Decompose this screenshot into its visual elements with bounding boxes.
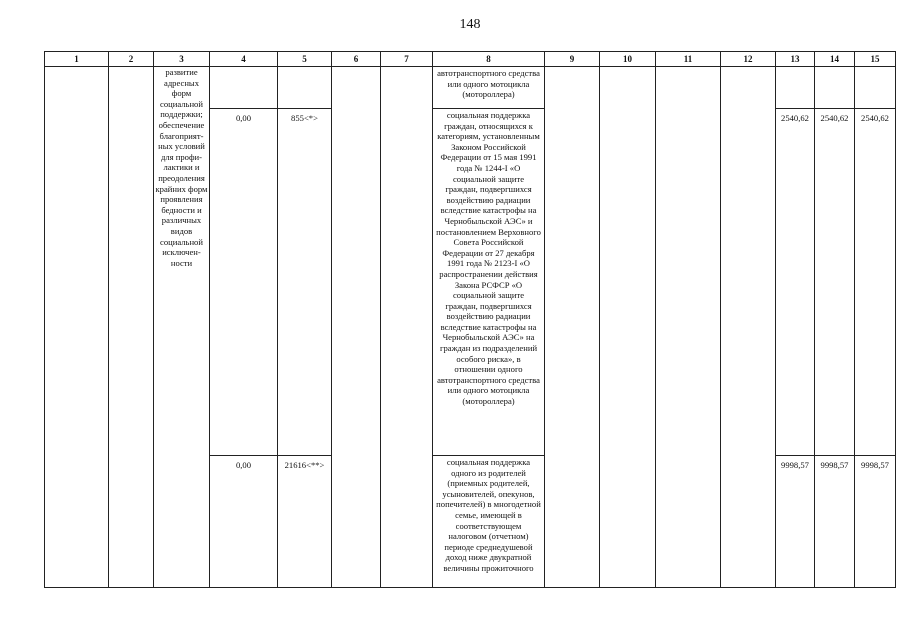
cell-col13: 2540,62 (776, 109, 815, 456)
cell-col5 (278, 67, 332, 109)
cell-col15 (855, 67, 896, 109)
cell-col4 (210, 67, 278, 109)
cell-col13 (776, 67, 815, 109)
table-header-row (45, 52, 896, 67)
table-row (45, 67, 896, 109)
cell-col11 (656, 67, 721, 588)
column-header: 11 (656, 52, 721, 67)
column-header: 3 (154, 52, 210, 67)
column-header: 8 (433, 52, 545, 67)
cell-col3-goal: развитие адресных форм социальной поддержки; обеспечение благоприят-ных условий для профи-лактики и преодоления крайних форм проявления бедности и различных видов социальной исключен-ности (154, 67, 210, 588)
column-header: 9 (545, 52, 600, 67)
cell-col12 (721, 67, 776, 588)
cell-col15: 9998,57 (855, 456, 896, 588)
column-header: 5 (278, 52, 332, 67)
column-header: 7 (381, 52, 433, 67)
column-header: 6 (332, 52, 381, 67)
cell-col10 (600, 67, 656, 588)
column-header: 10 (600, 52, 656, 67)
cell-col1 (45, 67, 109, 588)
cell-col9 (545, 67, 600, 588)
budget-table (44, 51, 896, 588)
cell-col8-description: автотранспортного средства или одного мотоцикла (мотороллера) (433, 67, 545, 109)
cell-col15: 2540,62 (855, 109, 896, 456)
column-header: 12 (721, 52, 776, 67)
cell-col13: 9998,57 (776, 456, 815, 588)
cell-col6 (332, 67, 381, 588)
column-header: 1 (45, 52, 109, 67)
column-header: 15 (855, 52, 896, 67)
page-number: 148 (459, 17, 481, 32)
cell-col14: 2540,62 (815, 109, 855, 456)
cell-col5: 21616<**> (278, 456, 332, 588)
column-header: 2 (109, 52, 154, 67)
cell-col8-description: социальная поддержка граждан, относящихся к категориям, установленным Законом Российской Федерации от 15 мая 1991 года № 1244-I «О социальной защите граждан, подвергшихся воздействию радиации вследствие катастрофы на Чернобыльской АЭС» и постановлением Верховного Совета Российской Федерации от 27 декабря 1991 года № 2123-I «О распространении действия Закона РСФСР «О социальной защите граждан, подвергшихся воздействию радиации вследствие катастрофы на Чернобыльской АЭС» на граждан из подразделений особого риска», в отношении одного автотранспортного средства или одного мотоцикла (мотороллера) (433, 109, 545, 456)
cell-col7 (381, 67, 433, 588)
column-header: 14 (815, 52, 855, 67)
cell-col14: 9998,57 (815, 456, 855, 588)
cell-col14 (815, 67, 855, 109)
cell-col2 (109, 67, 154, 588)
cell-col4: 0,00 (210, 456, 278, 588)
column-header: 13 (776, 52, 815, 67)
cell-col5: 855<*> (278, 109, 332, 456)
cell-col4: 0,00 (210, 109, 278, 456)
cell-col8-description: социальная поддержка одного из родителей (приемных родителей, усыновителей, опекунов, попечителей) в многодетной семье, имеющей в соответствующем налоговом (отчетном) периоде среднедушевой доход ниже двукратной величины прожиточного (433, 456, 545, 588)
column-header: 4 (210, 52, 278, 67)
